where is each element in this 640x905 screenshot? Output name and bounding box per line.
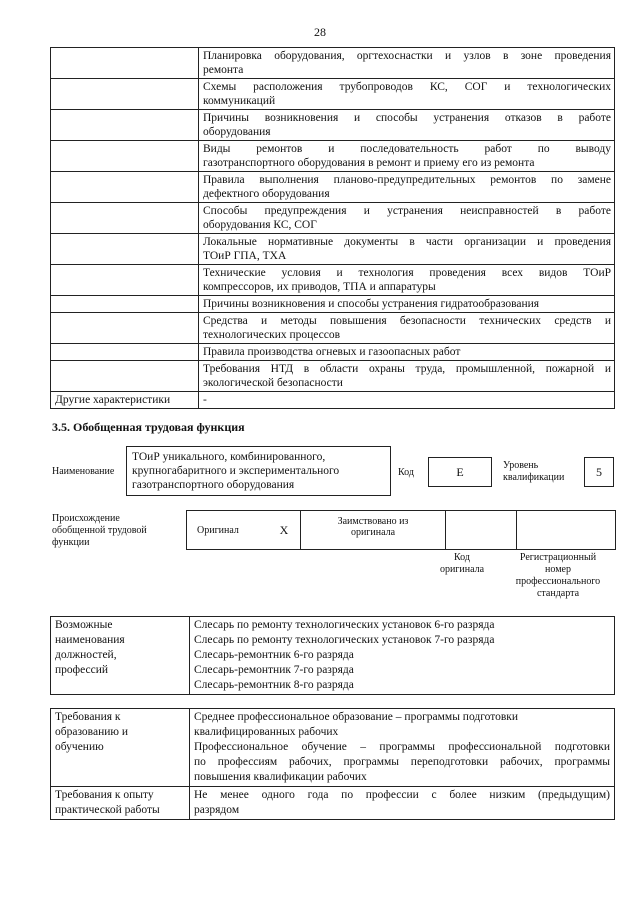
original-label-cell xyxy=(187,511,269,550)
knowledge-item-line: ТОиР ГПА, ТХА xyxy=(203,250,287,262)
level-label xyxy=(503,460,564,484)
knowledge-item xyxy=(199,48,615,79)
knowledge-row xyxy=(51,172,615,203)
knowledge-item xyxy=(199,296,615,313)
position-item: Слесарь-ремонтник 7-го разряда xyxy=(194,664,354,676)
registration-caption-line: номер xyxy=(545,564,571,575)
knowledge-item xyxy=(199,110,615,141)
positions-label-line: должностей, xyxy=(55,649,117,661)
knowledge-item-line: Причины возникновения и способы устранения отказов в работе xyxy=(203,112,611,124)
page-number: 28 xyxy=(314,25,326,39)
knowledge-table xyxy=(50,47,615,409)
level-label-line: квалификации xyxy=(503,472,565,483)
knowledge-item-line: оборудования КС, СОГ xyxy=(203,219,317,231)
experience-label xyxy=(51,787,190,820)
position-item: Слесарь по ремонту технологических установок 7-го разряда xyxy=(194,634,495,646)
knowledge-item-line: Правила производства огневых и газоопасных работ xyxy=(203,346,461,358)
positions-label-line: наименования xyxy=(55,634,125,646)
education-line: по профессиям рабочих, программы переподготовки рабочих, программы xyxy=(194,756,610,768)
knowledge-item-line: Причины возникновения и способы устранения гидратообразования xyxy=(203,298,540,310)
position-item: Слесарь по ремонту технологических установок 6-го разряда xyxy=(194,619,495,631)
other-characteristics-value: - xyxy=(199,392,615,409)
knowledge-item xyxy=(199,172,615,203)
registration-caption xyxy=(500,552,616,600)
knowledge-left-cell xyxy=(51,203,199,234)
education-line: Среднее профессиональное образование – программы подготовки xyxy=(194,711,519,723)
origin-table xyxy=(186,510,616,550)
knowledge-row xyxy=(51,79,615,110)
knowledge-item-line: технологических процессов xyxy=(203,329,341,341)
knowledge-left-cell xyxy=(51,79,199,110)
positions-label-line: профессий xyxy=(55,664,109,676)
origin-label-line: функции xyxy=(52,537,90,548)
level-label-line: Уровень xyxy=(503,460,539,471)
experience-label-line: Требования к опыту xyxy=(55,789,154,801)
experience-line: Не менее одного года по профессии с более низким (предыдущим) xyxy=(194,789,610,801)
positions-label xyxy=(51,617,190,695)
knowledge-item-line: дефектного оборудования xyxy=(203,188,330,200)
other-characteristics-row xyxy=(51,392,615,409)
knowledge-row xyxy=(51,234,615,265)
position-item: Слесарь-ремонтник 6-го разряда xyxy=(194,649,354,661)
knowledge-left-cell xyxy=(51,296,199,313)
registration-caption-line: профессионального xyxy=(515,576,601,587)
knowledge-item-line: коммуникаций xyxy=(203,95,276,107)
knowledge-item xyxy=(199,141,615,172)
education-line: повышения квалификации рабочих xyxy=(194,771,367,783)
education-value xyxy=(190,709,615,787)
knowledge-item-line: Виды ремонтов и последовательность работ по выводу xyxy=(203,143,611,155)
knowledge-item xyxy=(199,361,615,392)
name-value-line: ТОиР уникального, комбинированного, xyxy=(132,451,326,463)
original-mark: Х xyxy=(268,511,301,550)
knowledge-item-line: газотранспортного оборудования в ремонт и приему его из ремонта xyxy=(203,157,535,169)
code-label: Код xyxy=(398,467,414,478)
knowledge-left-cell xyxy=(51,361,199,392)
borrowed-label-line: Заимствовано из xyxy=(337,516,409,527)
section-title: 3.5. Обобщенная трудовая функция xyxy=(52,420,245,434)
knowledge-item-line: компрессоров, их приводов, ТПА и аппаратуры xyxy=(203,281,436,293)
requirements-table xyxy=(50,708,615,820)
education-item xyxy=(194,710,610,740)
borrowed-label-line: оригинала xyxy=(350,527,396,538)
knowledge-item-line: Правила выполнения планово-предупредительных ремонтов по замене xyxy=(203,174,611,186)
origin-label-line: Происхождение xyxy=(52,513,120,524)
education-line: Профессиональное обучение – программы профессиональной подготовки xyxy=(194,741,610,753)
borrowed-cell xyxy=(301,511,446,550)
knowledge-row xyxy=(51,296,615,313)
knowledge-item-line: экологической безопасности xyxy=(203,377,343,389)
registration-caption-line: Регистрационный xyxy=(519,552,597,563)
level-value: 5 xyxy=(584,457,614,487)
knowledge-item xyxy=(199,79,615,110)
knowledge-item-line: Требования НТД в области охраны труда, промышленной, пожарной и xyxy=(203,363,611,375)
experience-value xyxy=(190,787,615,820)
origin-label-line: обобщенной трудовой xyxy=(52,525,147,536)
code-caption xyxy=(428,552,496,576)
registration-caption-line: стандарта xyxy=(536,588,580,599)
origin-label xyxy=(52,513,147,549)
position-item: Слесарь-ремонтник 8-го разряда xyxy=(194,679,354,691)
education-item xyxy=(194,740,610,785)
knowledge-item xyxy=(199,265,615,296)
knowledge-item-line: Технические условия и технология проведения всех видов ТОиР xyxy=(203,267,611,279)
positions-label-line: Возможные xyxy=(55,619,113,631)
name-value-line: крупногабаритного и экспериментального xyxy=(132,465,340,477)
education-label xyxy=(51,709,190,787)
knowledge-left-cell xyxy=(51,172,199,203)
knowledge-row xyxy=(51,344,615,361)
knowledge-item-line: ремонта xyxy=(203,64,244,76)
knowledge-row xyxy=(51,265,615,296)
knowledge-left-cell xyxy=(51,265,199,296)
code-value: Е xyxy=(428,457,492,487)
education-label-line: обучению xyxy=(55,741,104,753)
positions-table xyxy=(50,616,615,695)
knowledge-row xyxy=(51,48,615,79)
original-code-cell xyxy=(446,511,517,550)
name-label: Наименование xyxy=(52,466,115,477)
name-value-line: газотранспортного оборудования xyxy=(132,479,295,491)
knowledge-item xyxy=(199,313,615,344)
knowledge-item-line: Схемы расположения трубопроводов КС, СОГ и технологических xyxy=(203,81,611,93)
knowledge-item xyxy=(199,344,615,361)
knowledge-item xyxy=(199,203,615,234)
knowledge-item-line: оборудования xyxy=(203,126,271,138)
education-line: квалифицированных рабочих xyxy=(194,726,339,738)
knowledge-row xyxy=(51,361,615,392)
experience-line: разрядом xyxy=(194,804,240,816)
knowledge-row xyxy=(51,110,615,141)
original-label: Оригинал xyxy=(197,524,239,536)
knowledge-item-line: Планировка оборудования, оргтехоснастки и узлов в зоне проведения xyxy=(203,50,611,62)
knowledge-row xyxy=(51,141,615,172)
knowledge-left-cell xyxy=(51,48,199,79)
education-label-line: Требования к xyxy=(55,711,121,723)
knowledge-item-line: Локальные нормативные документы в части организации и проведения xyxy=(203,236,611,248)
other-characteristics-label: Другие характеристики xyxy=(51,392,199,409)
knowledge-row xyxy=(51,313,615,344)
knowledge-left-cell xyxy=(51,344,199,361)
knowledge-item-line: Способы предупреждения и устранения неисправностей в работе xyxy=(203,205,611,217)
education-label-line: образованию и xyxy=(55,726,128,738)
knowledge-item xyxy=(199,234,615,265)
knowledge-left-cell xyxy=(51,313,199,344)
code-caption-line: оригинала xyxy=(439,564,485,575)
registration-number-cell xyxy=(517,511,616,550)
knowledge-row xyxy=(51,203,615,234)
experience-label-line: практической работы xyxy=(55,804,160,816)
knowledge-left-cell xyxy=(51,141,199,172)
name-value-box xyxy=(126,446,391,496)
knowledge-left-cell xyxy=(51,234,199,265)
knowledge-item-line: Средства и методы повышения безопасности технических средств и xyxy=(203,315,611,327)
knowledge-left-cell xyxy=(51,110,199,141)
code-caption-line: Код xyxy=(454,552,470,563)
positions-list xyxy=(190,617,615,695)
